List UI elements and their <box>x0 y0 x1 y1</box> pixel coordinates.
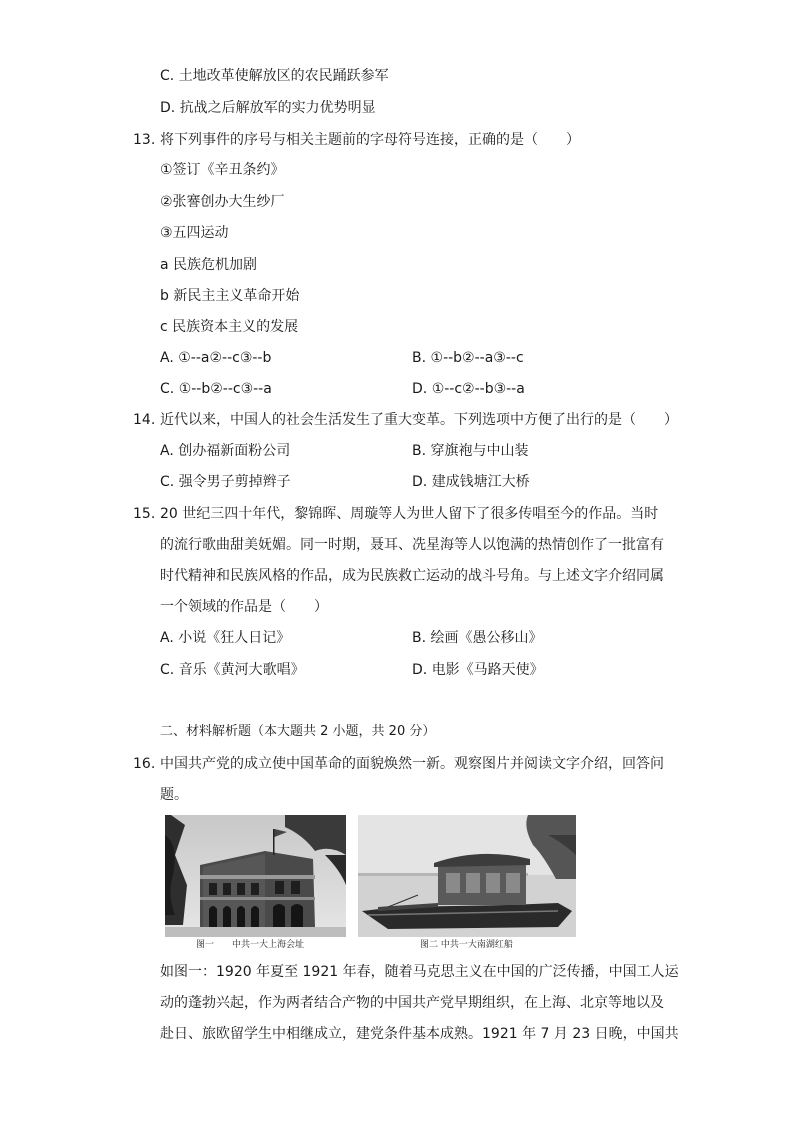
q15-option-b <box>412 628 543 648</box>
q13-event-3: ③五四运动 <box>160 225 229 241</box>
figure2-caption: 图二 中共一大南湖红船 <box>420 940 513 950</box>
option-text: ①--a②--c③--b <box>178 350 272 366</box>
option-text: ①--b②--a③--c <box>430 350 524 366</box>
figure1-photo <box>165 815 346 937</box>
q13-stem: 将下列事件的序号与相关主题前的字母符号连接，正确的是（ ） <box>160 132 580 148</box>
q16-number: 16. <box>133 756 156 772</box>
q16-stem-line-1: 中国共产党的成立使中国革命的面貌焕然一新。观察图片并阅读文字介绍，回答问 <box>160 756 664 772</box>
option-letter: B. <box>412 630 427 646</box>
figure1-caption: 图一 中共一大上海会址 <box>196 940 305 950</box>
option-letter: C. <box>160 68 175 84</box>
option-text: 建成钱塘江大桥 <box>431 474 530 490</box>
q16-paragraph-line-2: 动的蓬勃兴起，作为两者结合产物的中国共产党早期组织，在上海、北京等地以及 <box>160 995 664 1011</box>
option-letter: C. <box>160 662 175 678</box>
q15-stem-line-1: 20 世纪三四十年代，黎锦晖、周璇等人为世人留下了很多传唱至今的作品。当时 <box>160 506 659 522</box>
q14-option-b <box>412 441 529 461</box>
q16-paragraph-line-3: 赴日、旅欧留学生中相继成立，建党条件基本成熟。1921 年 7 月 23 日晚，中国共 <box>160 1026 679 1042</box>
q14-option-c <box>160 472 291 492</box>
option-text: ①--b②--c③--a <box>178 381 272 397</box>
q13-theme-a: a 民族危机加剧 <box>160 257 258 273</box>
q13-event-1: ①签订《辛丑条约》 <box>160 162 285 178</box>
option-letter: A. <box>160 350 174 366</box>
option-letter: B. <box>412 350 427 366</box>
q13-theme-c: c 民族资本主义的发展 <box>160 319 299 335</box>
option-text: 小说《狂人日记》 <box>178 630 291 646</box>
q14-number: 14. <box>133 412 156 428</box>
q15-number: 15. <box>133 506 156 522</box>
q13-theme-b: b 新民主主义革命开始 <box>160 288 300 304</box>
q12-option-d <box>160 98 376 118</box>
q13-option-c <box>160 379 272 399</box>
q14-option-a <box>160 441 290 461</box>
option-text: 强令男子剪掉辫子 <box>178 474 291 490</box>
option-text: 抗战之后解放军的实力优势明显 <box>179 100 376 116</box>
option-letter: D. <box>160 100 176 116</box>
q15-option-c <box>160 660 305 680</box>
option-letter: A. <box>160 443 174 459</box>
section-heading: 二、材料解析题（本大题共 2 小题，共 20 分） <box>160 724 436 739</box>
option-letter: A. <box>160 630 174 646</box>
option-text: ①--c②--b③--a <box>431 381 525 397</box>
option-letter: C. <box>160 381 175 397</box>
option-letter: C. <box>160 474 175 490</box>
building-illustration <box>165 815 346 937</box>
q13-event-2: ②张謇创办大生纱厂 <box>160 194 285 210</box>
option-text: 穿旗袍与中山装 <box>430 443 529 459</box>
q15-stem-line-2: 的流行歌曲甜美妩媚。同一时期，聂耳、冼星海等人以饱满的热情创作了一批富有 <box>160 537 664 553</box>
q15-option-d <box>412 660 544 680</box>
q12-option-c <box>160 66 389 86</box>
option-text: 电影《马路天使》 <box>431 662 544 678</box>
q15-option-a <box>160 628 290 648</box>
q14-option-d <box>412 472 530 492</box>
option-text: 创办福新面粉公司 <box>178 443 291 459</box>
figure2-photo <box>358 815 576 937</box>
q14-stem: 近代以来，中国人的社会生活发生了重大变革。下列选项中方便了出行的是（ ） <box>160 412 678 428</box>
q16-paragraph-line-1: 如图一：1920 年夏至 1921 年春，随着马克思主义在中国的广泛传播，中国工人运 <box>160 964 679 980</box>
option-text: 音乐《黄河大歌唱》 <box>178 662 305 678</box>
option-text: 绘画《愚公移山》 <box>430 630 543 646</box>
q15-stem-line-4: 一个领域的作品是（ ） <box>160 599 328 615</box>
q13-option-b <box>412 348 524 368</box>
q13-option-a <box>160 348 271 368</box>
option-letter: D. <box>412 381 428 397</box>
q13-option-d <box>412 379 525 399</box>
boat-illustration <box>358 815 576 937</box>
option-text: 土地改革使解放区的农民踊跃参军 <box>178 68 389 84</box>
q13-number: 13. <box>133 132 156 148</box>
option-letter: B. <box>412 443 427 459</box>
option-letter: D. <box>412 662 428 678</box>
option-letter: D. <box>412 474 428 490</box>
q15-stem-line-3: 时代精神和民族风格的作品，成为民族救亡运动的战斗号角。与上述文字介绍同属 <box>160 568 664 584</box>
q16-stem-line-2: 题。 <box>160 787 188 803</box>
